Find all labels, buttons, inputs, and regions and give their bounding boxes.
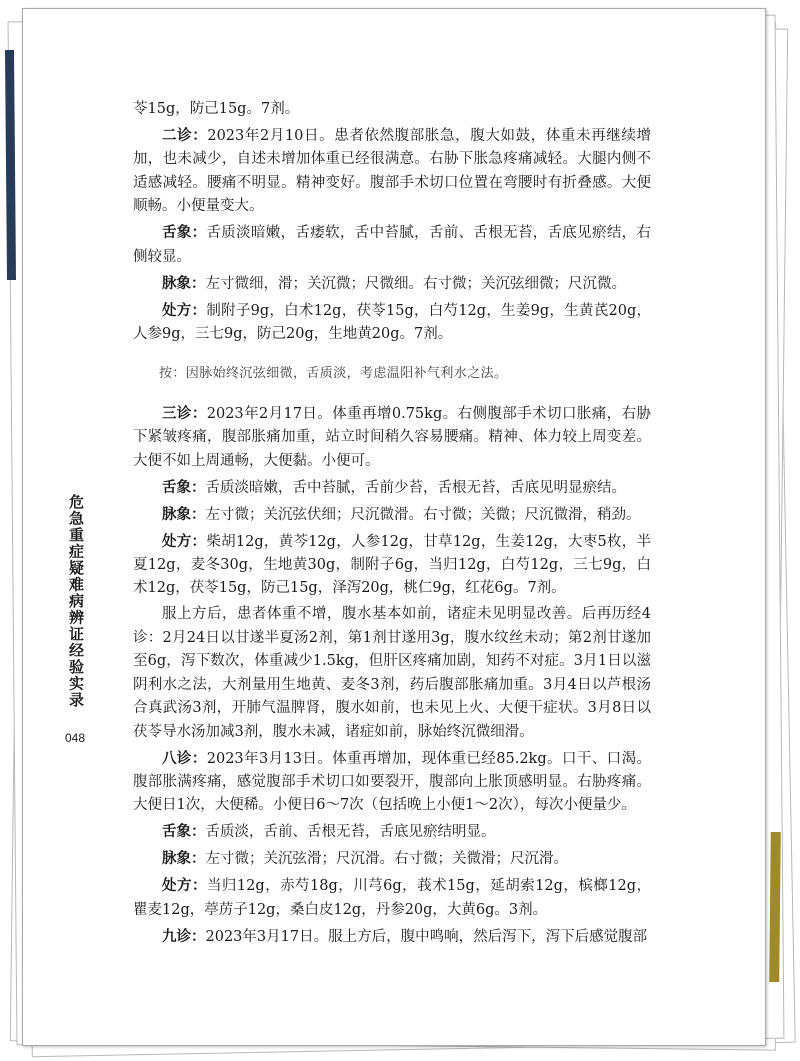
body-paragraph: [133, 98, 651, 121]
paragraph-text: 舌质淡暗嫩，舌中苔腻，舌前少苔，舌根无苔，舌底见明显瘀结。: [205, 479, 626, 496]
body-paragraph: [133, 503, 651, 527]
section-label: 八诊：: [162, 749, 207, 767]
section-label: 二诊：: [162, 127, 208, 144]
body-paragraph: [133, 925, 651, 949]
body-paragraph: [133, 603, 651, 743]
paragraph-text: 制附子9g，白术12g，茯苓15g，白芍12g，生姜9g，生黄芪20g，人参9g，三七9g，防己20g，生地黄20g。7剂。: [133, 302, 651, 343]
body-paragraph: [133, 476, 651, 500]
body-paragraph: [133, 124, 651, 219]
body-paragraph: [133, 402, 651, 473]
section-label: 处方：: [162, 301, 207, 319]
editor-note: [133, 362, 651, 385]
page-body: [133, 98, 651, 952]
section-label: 脉象：: [162, 274, 206, 292]
body-paragraph: [133, 299, 651, 347]
paragraph-text: 2023年3月13日。体重再增加，现体重已经85.2kg。口干、口渴。腹部胀满疼痛，感觉腹部手术切口如要裂开，腹部向上胀顶感明显。右胁疼痛。大便日1次，大便稀。小便日6～7次（包括晚上小便1～2次），每次小便量少。: [133, 750, 652, 814]
paragraph-text: 2023年2月10日。患者依然腹部胀急，腹大如鼓，体重未再继续增加，也未减少，自述未增加体重已经很满意。右胁下胀急疼痛减轻。大腿内侧不适感减轻。腰痛不明显。精神变好。腹部手术切口位置在弯腰时有折叠感。大便顺畅。小便量变大。: [133, 128, 651, 215]
paragraph-text: 柴胡12g，黄芩12g，人参12g，甘草12g，生姜12g，大枣5枚，半夏12g，麦冬30g，生地黄30g，制附子6g，当归12g，白芍12g，三七9g，白术12g，茯苓15g，防己15g，泽泻20g，桃仁9g，红花6g。7剂。: [133, 533, 652, 597]
section-label: 处方：: [162, 877, 207, 895]
book-cover-edge: [769, 832, 781, 982]
section-label: 舌象：: [162, 478, 206, 496]
paragraph-text: 左寸微；关沉弦伏细；尺沉微滑。右寸微；关微；尺沉微滑，稍劲。: [205, 506, 641, 523]
section-label: 脉象：: [162, 505, 206, 523]
body-paragraph: [133, 847, 651, 871]
running-title: 危急重症疑难病辨证经验实录: [67, 494, 85, 709]
paragraph-text: 2023年3月17日。服上方后，腹中鸣响，然后泻下，泻下后感觉腹部: [205, 928, 648, 945]
body-paragraph: [133, 272, 651, 296]
paragraph-text: 左寸微；关沉弦滑；尺沉滑。右寸微；关微滑；尺沉滑。: [205, 851, 568, 868]
section-label: 脉象：: [162, 850, 206, 868]
paragraph-text: 2023年2月17日。体重再增0.75kg。右侧腹部手术切口胀痛，右胁下紧皱疼痛，腹部胀痛加重，站立时间稍久容易腰痛。精神、体力较上周变差。大便不如上周通畅，大便黏。小便可。: [133, 405, 652, 469]
body-paragraph: [133, 221, 651, 269]
section-label: 舌象：: [162, 823, 206, 841]
paragraph-text: 当归12g，赤芍18g，川芎6g，莪术15g，延胡索12g，槟榔12g，瞿麦12g，葶苈子12g，桑白皮12g，丹参20g，大黄6g。3剂。: [133, 878, 652, 918]
paragraph-text: 服上方后，患者体重不增，腹水基本如前，诸症未见明显改善。后再历经4诊：2月24日以甘遂半夏汤2剂，第1剂甘遂用3g，腹水纹丝未动；第2剂甘遂加至6g，泻下数次，体重减少1.5kg，但肝区疼痛加剧，知药不对症。3月1日以滋阴利水之法，大剂量用生地黄、麦冬3剂，药后腹部胀痛加重。3月4日以芦根汤合真武汤3剂，开肺气温脾肾，腹水如前，也未见上火、大便干症状。3月8日以茯苓导水汤加减3剂，腹水未减，诸症如前，脉始终沉微细滑。: [133, 606, 651, 740]
section-label: 三诊：: [162, 404, 207, 422]
body-paragraph: [133, 747, 651, 818]
paragraph-text: 苓15g，防己15g。7剂。: [133, 101, 300, 117]
body-paragraph: [133, 820, 651, 844]
paragraph-text: 左寸微细，滑；关沉微；尺微细。右寸微；关沉弦细微；尺沉微。: [205, 275, 626, 292]
body-paragraph: [133, 530, 651, 601]
section-label: 九诊：: [162, 927, 206, 945]
section-label: 处方：: [162, 532, 207, 550]
paragraph-text: 舌质淡，舌前、舌根无苔，舌底见瘀结明显。: [205, 824, 496, 841]
paragraph-text: 舌质淡暗嫩，舌痿软，舌中苔腻，舌前、舌根无苔，舌底见瘀结，右侧较显。: [133, 225, 651, 265]
body-paragraph: [133, 874, 651, 922]
section-label: 舌象：: [162, 224, 207, 242]
page-number: 048: [65, 731, 86, 745]
paragraph-text: 按：因脉始终沉弦细微，舌质淡，考虑温阳补气利水之法。: [159, 366, 508, 382]
